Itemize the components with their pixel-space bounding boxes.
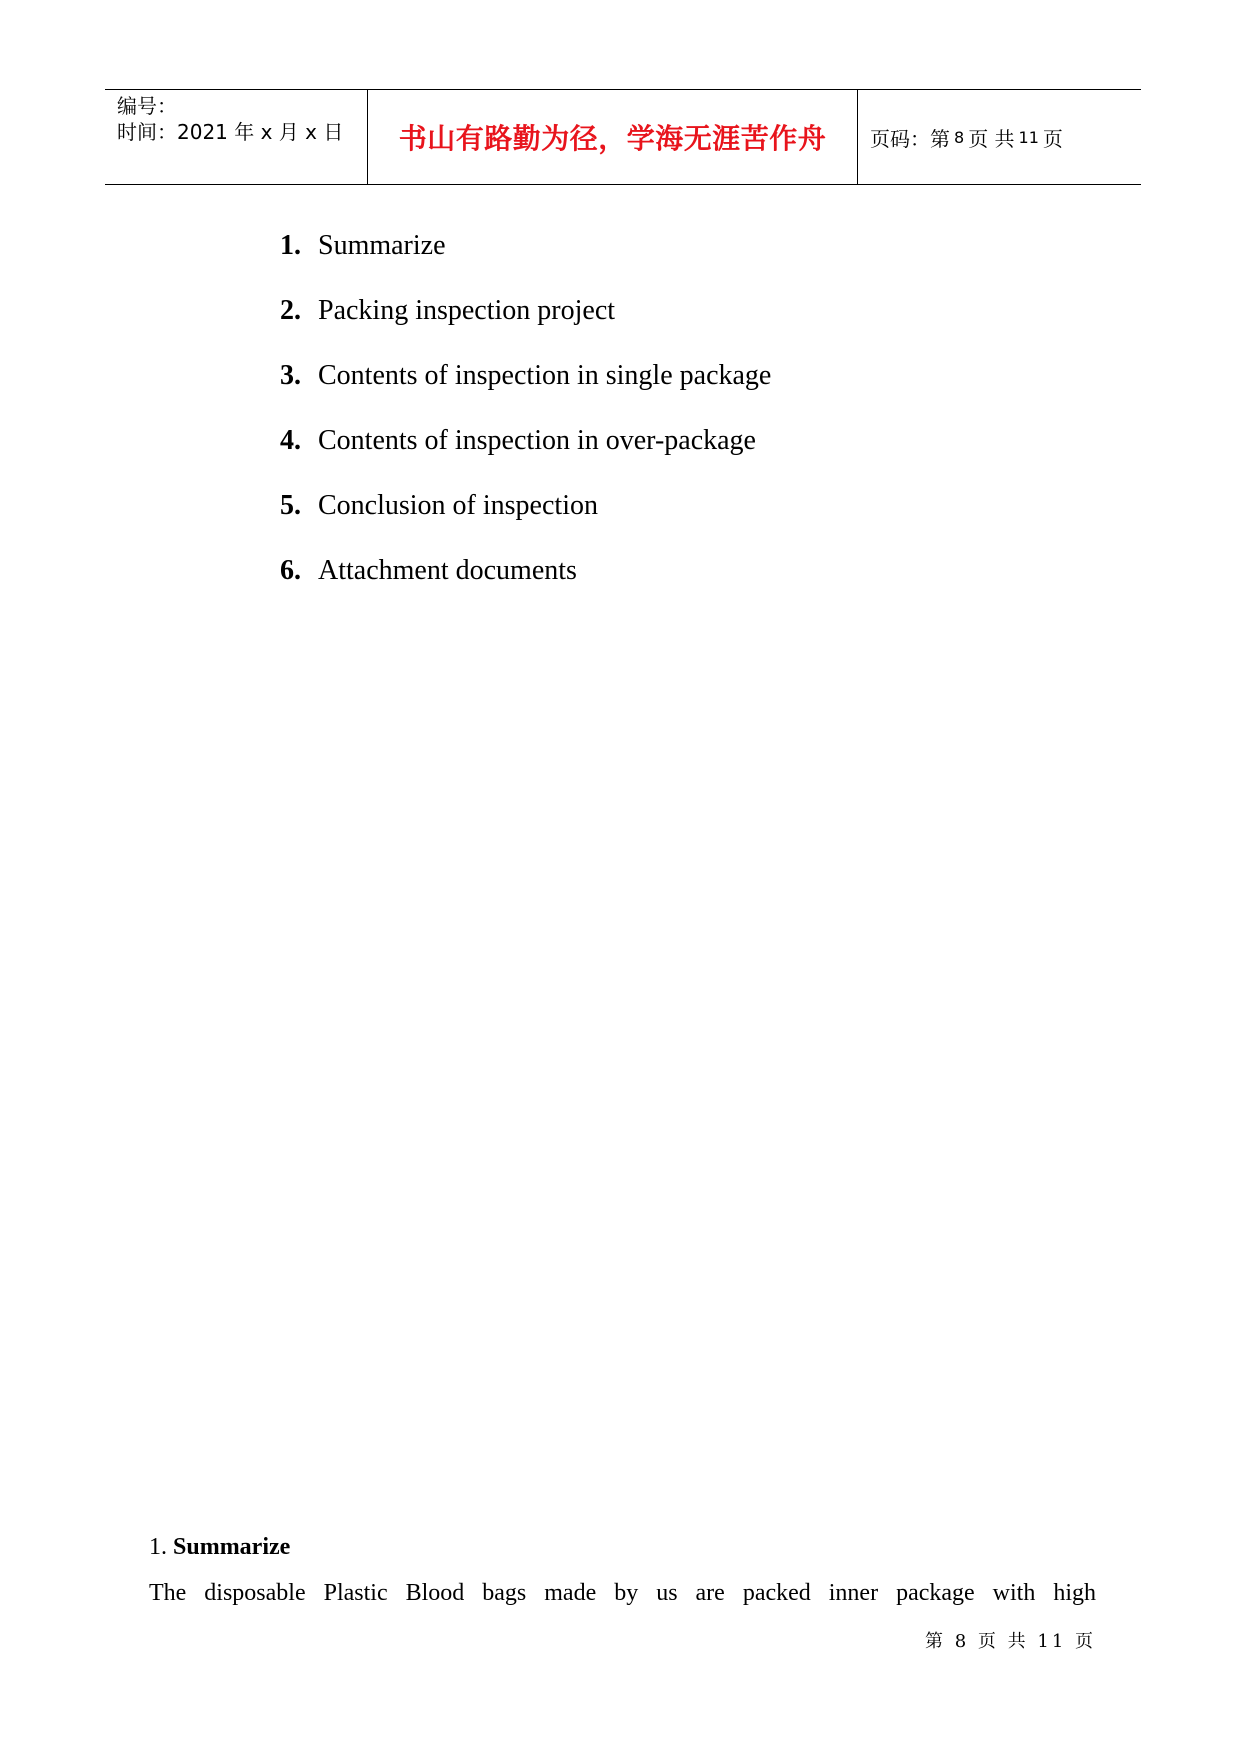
toc-item-text: Summarize (318, 230, 446, 261)
time-label: 时间：2021 年 x 月 x 日 (117, 120, 344, 144)
page-prefix: 页码：第 (870, 126, 950, 151)
page-mid: 页 共 (968, 126, 1015, 151)
toc-item-number: 3. (280, 360, 301, 391)
toc-item-text: Packing inspection project (318, 295, 616, 326)
section-number: 1. (149, 1534, 167, 1560)
toc-item-number: 5. (280, 490, 301, 521)
toc-item-number: 2. (280, 295, 301, 326)
page-total: 11 (1018, 127, 1039, 147)
toc-item-text: Attachment documents (318, 555, 577, 586)
toc-item-number: 6. (280, 555, 301, 586)
toc-item (280, 356, 771, 421)
section-heading (149, 1532, 290, 1562)
page-footer: 第 8 页 共 11 页 (925, 1631, 1096, 1652)
toc-item (280, 226, 771, 291)
toc-item-text: Contents of inspection in single package (318, 360, 772, 391)
toc-item (280, 486, 771, 551)
page-current: 8 (954, 127, 965, 147)
section-title: Summarize (173, 1534, 291, 1560)
header-motto-cell (368, 90, 858, 184)
toc-item-number: 1. (280, 230, 301, 261)
serial-number-label: 编号： (117, 94, 177, 118)
table-of-contents (280, 226, 771, 616)
toc-item (280, 551, 771, 616)
toc-item (280, 291, 771, 356)
page-suffix: 页 (1042, 126, 1063, 151)
page-header (105, 89, 1141, 185)
header-page-cell (858, 90, 1141, 184)
toc-item-text: Contents of inspection in over-package (318, 425, 756, 456)
body-paragraph: The disposable Plastic Blood bags made by us are packed inner package with high (149, 1580, 1096, 1606)
header-motto: 书山有路勤为径，学海无涯苦作舟 (398, 122, 827, 155)
toc-item-text: Conclusion of inspection (318, 490, 598, 521)
header-info-cell (105, 90, 368, 184)
toc-item (280, 421, 771, 486)
toc-item-number: 4. (280, 425, 301, 456)
